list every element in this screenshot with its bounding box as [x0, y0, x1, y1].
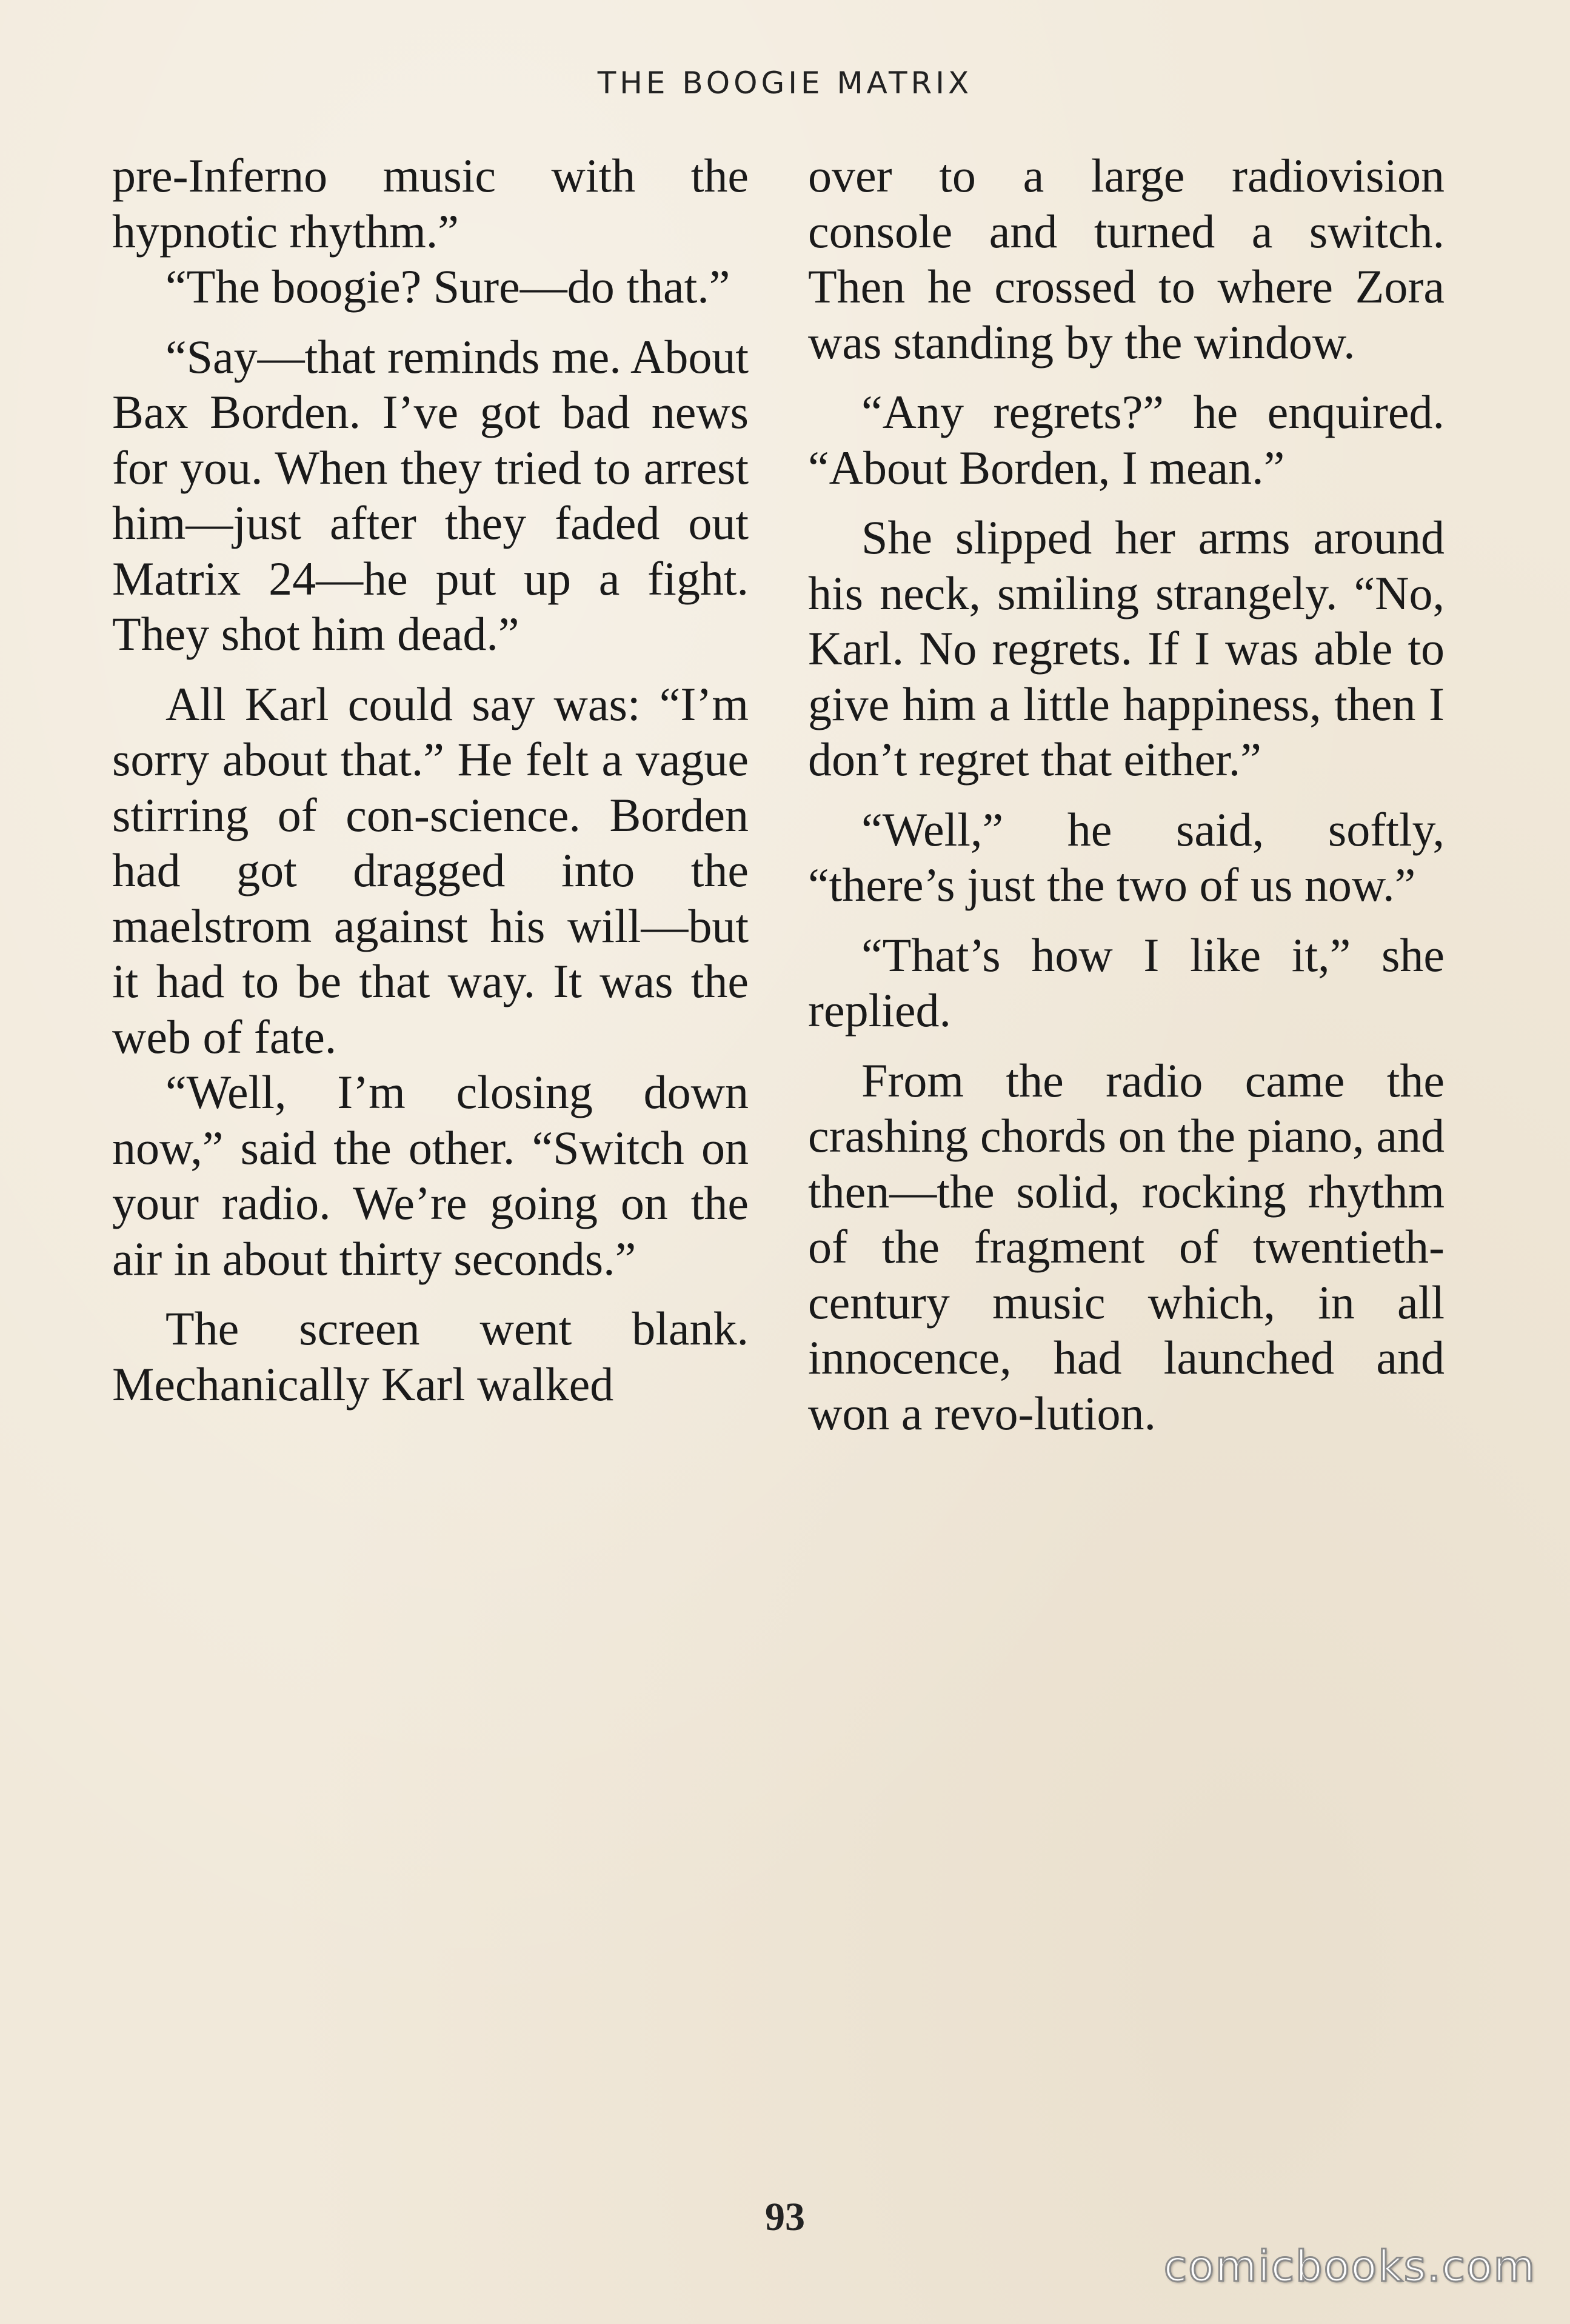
paragraph: She slipped her arms around his neck, smiling strangely. “No, Karl. No regrets. If I was able to give him a little happiness, then I don’t regret that either.”	[808, 511, 1445, 786]
page-number: 93	[765, 2195, 805, 2239]
paragraph: “That’s how I like it,” she replied.	[808, 928, 1445, 1037]
paragraph: The screen went blank. Mechanically Karl walked	[112, 1302, 749, 1411]
watermark: comicbooks.com	[1163, 2242, 1536, 2291]
paragraph: From the radio came the crashing chords on the piano, and then—the solid, rocking rhythm of the fragment of twentieth-century music which, in all innocence, had launched and won a revo-lution.	[808, 1053, 1445, 1440]
paragraph: pre-Inferno music with the hypnotic rhythm.”	[112, 149, 749, 258]
paragraph: “Well, I’m closing down now,” said the other. “Switch on your radio. We’re going on the air in about thirty seconds.”	[112, 1066, 749, 1285]
running-head: THE BOOGIE MATRIX	[597, 65, 973, 101]
paragraph: “Say—that reminds me. About Bax Borden. I’ve got bad news for you. When they tried to arrest him—just after they faded out Matrix 24—he put up a fight. They shot him dead.”	[112, 330, 749, 660]
paragraph: “Well,” he said, softly, “there’s just the two of us now.”	[808, 803, 1445, 911]
left-column	[112, 148, 749, 1412]
paragraph: over to a large radiovision console and turned a switch. Then he crossed to where Zora was standing by the window.	[808, 149, 1445, 369]
paragraph: All Karl could say was: “I’m sorry about that.” He felt a vague stirring of con-science. Borden had got dragged into the maelstrom against his will—but it had to be that way. It was the web of fate.	[112, 677, 749, 1063]
paragraph: “Any regrets?” he enquired. “About Borden, I mean.”	[808, 386, 1445, 494]
paragraph: “The boogie? Sure—do that.”	[165, 260, 730, 313]
right-column	[808, 148, 1445, 1441]
